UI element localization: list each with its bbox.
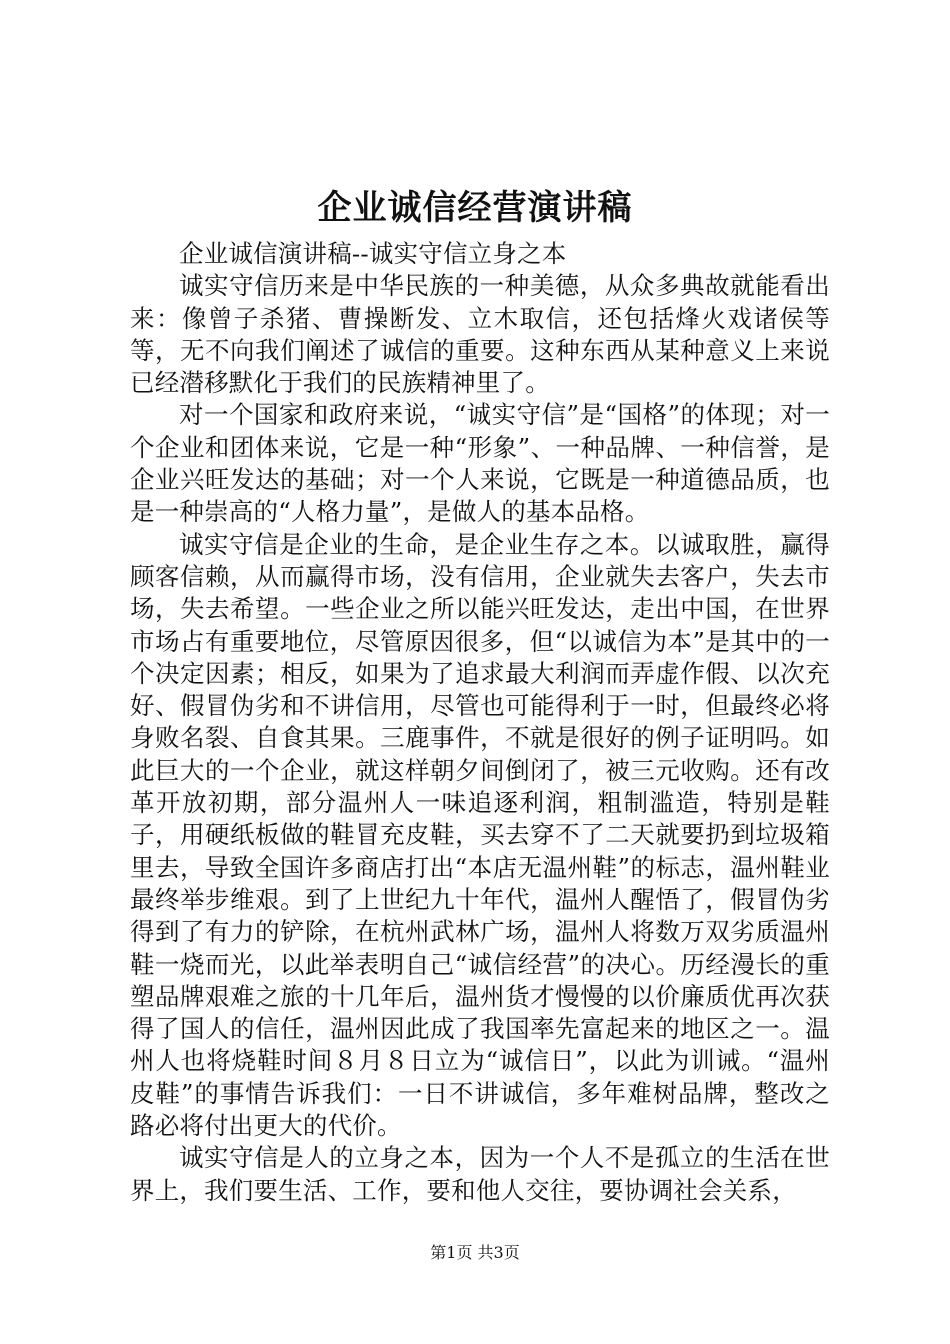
page-number-footer: 第1页 共3页 [430, 1243, 520, 1262]
body-paragraph: 诚实守信是人的立身之本，因为一个人不是孤立的生活在世界上，我们要生活、工作，要和他人交往，要协调社会关系， [130, 1143, 830, 1205]
body-paragraph: 诚实守信历来是中华民族的一种美德，从众多典故就能看出来：像曾子杀猪、曹操断发、立木取信，还包括烽火戏诸侯等等，无不向我们阐述了诚信的重要。这种东西从某种意义上来说已经潜移默化于我们的民族精神里了。 [130, 271, 830, 398]
body-paragraph: 对一个国家和政府来说，“诚实守信”是“国格”的体现；对一个企业和团体来说，它是一种“形象”、一种品牌、一种信誉，是企业兴旺发达的基础；对一个人来说，它既是一种道德品质，也是一种崇高的“人格力量”，是做人的基本品格。 [130, 400, 830, 527]
document-body [130, 238, 830, 1207]
subtitle-paragraph: 企业诚信演讲稿--诚实守信立身之本 [179, 239, 567, 268]
body-paragraph: 诚实守信是企业的生命，是企业生存之本。以诚取胜，赢得顾客信赖，从而赢得市场，没有信用，企业就失去客户，失去市场，失去希望。一些企业之所以能兴旺发达，走出中国，在世界市场占有重要地位，尽管原因很多，但“以诚信为本”是其中的一个决定因素；相反，如果为了追求最大利润而弄虚作假、以次充好、假冒伪劣和不讲信用，尽管也可能得利于一时，但最终必将身败名裂、自食其果。三鹿事件，不就是很好的例子证明吗。如此巨大的一个企业，就这样朝夕间倒闭了，被三元收购。还有改革开放初期，部分温州人一味追逐利润，粗制滥造，特别是鞋子，用硬纸板做的鞋冒充皮鞋，买去穿不了二天就要扔到垃圾箱里去，导致全国许多商店打出“本店无温州鞋”的标志，温州鞋业最终举步维艰。到了上世纪九十年代，温州人醒悟了，假冒伪劣得到了有力的铲除，在杭州武林广场，温州人将数万双劣质温州鞋一烧而光，以此举表明自己“诚信经营”的决心。历经漫长的重塑品牌艰难之旅的十几年后，温州货才慢慢的以价廉质优再次获得了国人的信任，温州因此成了我国率先富起来的地区之一。温州人也将烧鞋时间８月８日立为“诚信日”，以此为训诫。“温州皮鞋”的事情告诉我们：一日不讲诚信，多年难树品牌，整改之路必将付出更大的代价。 [130, 529, 830, 1141]
document-title: 企业诚信经营演讲稿 [317, 188, 633, 228]
